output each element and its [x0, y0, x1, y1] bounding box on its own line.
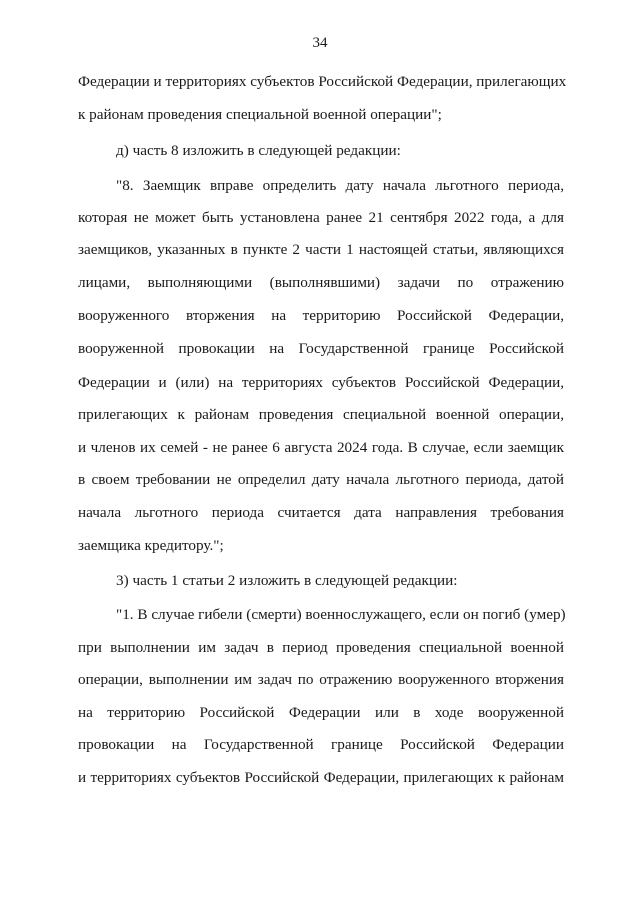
text-line: в своем требовании не определил дату начала льготного периода, датой — [78, 471, 564, 488]
text-line: прилегающих к районам проведения специальной военной операции, — [78, 406, 564, 423]
text-line: начала льготного периода считается дата направления требования — [78, 504, 564, 521]
text-line: при выполнении им задач в период проведения специальной военной — [78, 639, 564, 656]
text-line: на территорию Российской Федерации или в ходе вооруженной — [78, 704, 564, 721]
text-line: провокации на Государственной границе Российской Федерации — [78, 736, 564, 753]
text-line: и территориях субъектов Российской Федерации, прилегающих к районам — [78, 769, 564, 786]
text-line: лицами, выполняющими (выполнявшими) задачи по отражению — [78, 274, 564, 291]
text-line: вооруженного вторжения на территорию Российской Федерации, — [78, 307, 564, 324]
text-line: вооруженной провокации на Государственной границе Российской — [78, 340, 564, 357]
text-line: Федерации и (или) на территориях субъектов Российской Федерации, — [78, 374, 564, 391]
text-line: заемщика кредитору."; — [78, 537, 224, 554]
text-line: заемщиков, указанных в пункте 2 части 1 настоящей статьи, являющихся — [78, 241, 564, 258]
text-line: к районам проведения специальной военной операции"; — [78, 106, 442, 123]
page-number: 34 — [312, 35, 328, 51]
text-line: которая не может быть установлена ранее 21 сентября 2022 года, а для — [78, 209, 564, 226]
text-line: "8. Заемщик вправе определить дату начала льготного периода, — [116, 177, 564, 194]
text-line: операции, выполнении им задач по отражению вооруженного вторжения — [78, 671, 564, 688]
text-line: Федерации и территориях субъектов Российской Федерации, прилегающих — [78, 73, 567, 90]
text-line: д) часть 8 изложить в следующей редакции: — [116, 142, 401, 159]
text-line: и членов их семей - не ранее 6 августа 2024 года. В случае, если заемщик — [78, 439, 564, 456]
text-line: "1. В случае гибели (смерти) военнослужащего, если он погиб (умер) — [116, 606, 566, 623]
text-line: 3) часть 1 статьи 2 изложить в следующей редакции: — [116, 572, 458, 589]
